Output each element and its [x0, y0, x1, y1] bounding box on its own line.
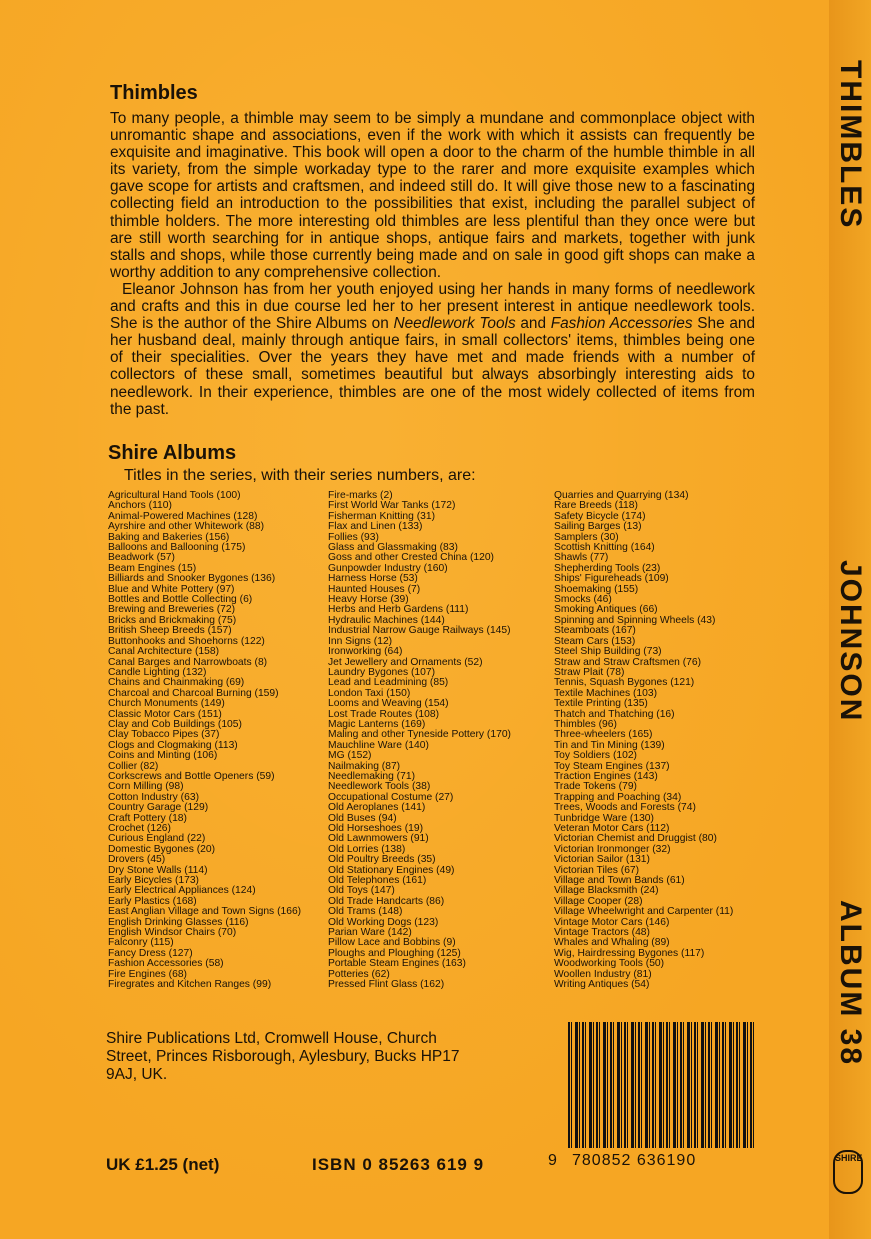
series-title-item: Corn Milling (98): [108, 781, 184, 793]
series-title-item: Quarries and Quarrying (134): [554, 490, 689, 501]
series-title-item: Ironworking (64): [328, 646, 403, 658]
publisher-line-2: Street, Princes Risborough, Aylesbury, Bucks HP17: [106, 1048, 460, 1065]
series-title-item: Safety Bicycle (174): [554, 510, 646, 522]
price: UK £1.25 (net): [106, 1155, 220, 1174]
series-title-item: Balloons and Ballooning (175): [108, 542, 246, 554]
series-title-item: Lead and Leadmining (85): [328, 677, 449, 689]
series-title-item: Follies (93): [328, 531, 379, 543]
series-title-item: Chains and Chainmaking (69): [108, 677, 245, 689]
series-title-item: Blue and White Pottery (97): [108, 583, 235, 595]
series-title-item: Billiards and Snooker Bygones (136): [108, 573, 276, 585]
series-title-item: Crochet (126): [108, 823, 171, 834]
series-title-item: Craft Pottery (18): [108, 812, 187, 824]
series-title-item: Laundry Bygones (107): [328, 666, 436, 678]
series-title-item: Magic Lanterns (169): [328, 718, 426, 730]
series-title-item: Shawls (77): [554, 552, 609, 564]
series-subheading: Titles in the series, with their series numbers, are:: [124, 467, 476, 484]
book-description: [110, 110, 755, 418]
barcode-digits: 780852 636190: [572, 1152, 697, 1169]
series-title-item: Old Poultry Breeds (35): [328, 854, 436, 866]
series-title-item: Old Working Dogs (123): [328, 916, 439, 928]
series-title-item: Church Monuments (149): [108, 698, 225, 710]
series-title-item: Lost Trade Routes (108): [328, 708, 440, 720]
series-title-item: Dry Stone Walls (114): [108, 864, 208, 876]
series-title-item: Mauchline Ware (140): [328, 739, 429, 751]
series-title-item: Textile Machines (103): [554, 687, 658, 699]
series-title-item: Steamboats (167): [554, 625, 636, 637]
series-title-item: Early Electrical Appliances (124): [108, 885, 256, 897]
series-title-item: Herbs and Herb Gardens (111): [328, 604, 469, 616]
series-title-item: Vintage Tractors (48): [554, 927, 650, 939]
series-title-item: Animal-Powered Machines (128): [108, 510, 258, 522]
series-title-item: Veteran Motor Cars (112): [554, 823, 670, 834]
series-title-item: Falconry (115): [108, 937, 174, 949]
series-title-item: Anchors (110): [108, 500, 172, 512]
series-title-item: Old Trade Handcarts (86): [328, 895, 445, 907]
series-title-item: Canal Barges and Narrowboats (8): [108, 656, 268, 668]
book-spine: [829, 0, 871, 1239]
series-title-item: Toy Soldiers (102): [554, 750, 637, 762]
series-title-item: Ploughs and Ploughing (125): [328, 947, 461, 959]
series-title-item: Old Trams (148): [328, 906, 403, 918]
series-title-item: Buttonhooks and Shoehorns (122): [108, 635, 265, 647]
series-title-item: Nailmaking (87): [328, 760, 401, 772]
series-title-item: Fashion Accessories (58): [108, 958, 224, 970]
series-title-item: Smocks (46): [554, 594, 612, 606]
series-title-item: Pressed Flint Glass (162): [328, 979, 445, 991]
fashion-accessories-title: Fashion Accessories: [550, 315, 693, 333]
series-title-item: English Drinking Glasses (116): [108, 916, 249, 928]
series-title-item: Traction Engines (143): [554, 770, 658, 782]
series-title-item: Harness Horse (53): [328, 573, 418, 585]
series-title-item: Victorian Ironmonger (32): [554, 843, 671, 855]
series-title-item: Pillow Lace and Bobbins (9): [328, 937, 456, 949]
series-title-item: Woollen Industry (81): [554, 968, 652, 980]
series-title-item: British Sheep Breeds (157): [108, 625, 232, 637]
series-title-item: Flax and Linen (133): [328, 521, 423, 533]
series-title-item: Coins and Minting (106): [108, 750, 218, 762]
series-title-item: Bricks and Brickmaking (75): [108, 614, 237, 626]
series-heading: Shire Albums: [108, 442, 237, 464]
series-title-item: Collier (82): [108, 760, 159, 772]
series-title-item: Woodworking Tools (50): [554, 958, 665, 970]
series-title-item: Heavy Horse (39): [328, 594, 409, 606]
series-title-item: Occupational Costume (27): [328, 791, 454, 803]
series-title-item: Trade Tokens (79): [554, 781, 637, 793]
series-title-item: Portable Steam Engines (163): [328, 958, 466, 970]
series-title-item: Brewing and Breweries (72): [108, 604, 236, 616]
series-title-item: Beam Engines (15): [108, 562, 197, 574]
series-title-item: Needlemaking (71): [328, 770, 415, 782]
series-title-item: East Anglian Village and Town Signs (166): [108, 906, 302, 918]
series-title-item: Curious England (22): [108, 833, 206, 845]
series-title-item: Three-wheelers (165): [554, 729, 653, 741]
series-title-item: Classic Motor Cars (151): [108, 708, 222, 720]
series-title-item: Ayrshire and other Whitework (88): [108, 521, 265, 533]
series-title-item: Trapping and Poaching (34): [554, 791, 682, 803]
series-title-item: Victorian Chemist and Druggist (80): [554, 833, 717, 845]
series-title-item: Jet Jewellery and Ornaments (52): [328, 656, 483, 668]
series-title-item: London Taxi (150): [328, 687, 411, 699]
series-title-item: Industrial Narrow Gauge Railways (145): [328, 625, 511, 637]
series-title-item: Bottles and Bottle Collecting (6): [108, 594, 253, 606]
series-title-item: Haunted Houses (7): [328, 583, 421, 595]
series-title-item: Drovers (45): [108, 854, 166, 866]
series-title-item: Domestic Bygones (20): [108, 843, 216, 855]
spine-album: ALBUM 38: [834, 900, 867, 1067]
series-title-item: Trees, Woods and Forests (74): [554, 802, 696, 814]
series-title-item: Shepherding Tools (23): [554, 562, 661, 574]
series-title-item: Clogs and Clogmaking (113): [108, 739, 238, 751]
description-paragraph-2: [110, 281, 755, 418]
series-title-item: Victorian Sailor (131): [554, 854, 650, 866]
paragraph-2-part-a: Eleanor Johnson has from her youth enjoyed using her hands in many forms of needlework and crafts and this in due course led her to her present interest in antique needlework tools. She is the author of the Shire Albums on: [110, 280, 755, 333]
barcode-icon: [568, 1022, 756, 1148]
series-title-item: Old Telephones (161): [328, 875, 427, 887]
series-title-item: Thatch and Thatching (16): [554, 708, 675, 720]
isbn: ISBN 0 85263 619 9: [312, 1155, 485, 1174]
book-title: Thimbles: [110, 82, 198, 104]
series-title-item: Gunpowder Industry (160): [328, 562, 448, 574]
series-title-item: Scottish Knitting (164): [554, 542, 655, 554]
series-title-item: Fancy Dress (127): [108, 947, 193, 959]
series-title-item: First World War Tanks (172): [328, 500, 456, 512]
series-title-item: Corkscrews and Bottle Openers (59): [108, 770, 275, 782]
series-title-item: Charcoal and Charcoal Burning (159): [108, 687, 279, 699]
series-title-item: Victorian Tiles (67): [554, 864, 640, 876]
series-title-item: Tennis, Squash Bygones (121): [554, 677, 695, 689]
series-title-item: Hydraulic Machines (144): [328, 614, 445, 626]
series-title-item: Old Toys (147): [328, 885, 395, 897]
series-title-item: English Windsor Chairs (70): [108, 927, 237, 939]
series-title-item: Goss and other Crested China (120): [328, 552, 494, 564]
series-title-item: Firegrates and Kitchen Ranges (99): [108, 979, 272, 991]
series-title-item: Tin and Tin Mining (139): [554, 739, 665, 751]
series-title-item: Canal Architecture (158): [108, 646, 220, 658]
series-title-item: Steel Ship Building (73): [554, 646, 662, 658]
series-title-item: Samplers (30): [554, 531, 619, 543]
barcode-lead-digit: 9: [548, 1152, 557, 1169]
series-title-item: Cotton Industry (63): [108, 791, 199, 803]
series-title-item: Early Plastics (168): [108, 895, 197, 907]
series-title-item: Old Buses (94): [328, 812, 397, 824]
series-list-column-1: [108, 491, 323, 991]
series-title-item: Ships' Figureheads (109): [554, 573, 669, 585]
series-title-item: Needlework Tools (38): [328, 781, 431, 793]
spine-author: JOHNSON: [834, 560, 867, 723]
series-title-item: Fisherman Knitting (31): [328, 510, 436, 522]
paragraph-2-part-c: She and her husband deal, mainly through antique fairs, in small collectors' items, thimbles being one of their specialities. Over the years they have met and made friends with a number of collectors of these small, sometimes beautiful but always absorbingly interesting aids to needlework. In their experience, thimbles are one of the most widely collected of items from the past.: [110, 315, 755, 418]
series-title-item: Toy Steam Engines (137): [554, 760, 670, 772]
series-title-item: Village Wheelwright and Carpenter (11): [554, 906, 734, 918]
spine-title: THIMBLES: [834, 60, 867, 230]
series-title-item: Thimbles (96): [554, 718, 617, 730]
series-title-item: Clay and Cob Buildings (105): [108, 718, 242, 730]
series-title-item: Wig, Hairdressing Bygones (117): [554, 947, 705, 959]
series-title-item: Smoking Antiques (66): [554, 604, 658, 616]
series-title-item: Old Lorries (138): [328, 843, 406, 855]
series-title-item: Baking and Bakeries (156): [108, 531, 230, 543]
series-title-item: Spinning and Spinning Wheels (43): [554, 614, 716, 626]
series-list-column-2: [328, 491, 553, 991]
series-title-item: Textile Printing (135): [554, 698, 648, 710]
series-title-item: Agricultural Hand Tools (100): [108, 490, 241, 501]
series-title-item: Village Cooper (28): [554, 895, 643, 907]
series-title-item: Fire-marks (2): [328, 490, 393, 501]
series-title-item: Old Horseshoes (19): [328, 823, 423, 834]
shire-logo-icon: [833, 1150, 863, 1194]
series-title-item: Glass and Glassmaking (83): [328, 542, 458, 554]
series-title-item: Village and Town Bands (61): [554, 875, 685, 887]
spine-logo-text: SHIRE: [835, 1153, 863, 1163]
series-title-item: Sailing Barges (13): [554, 521, 642, 533]
needlework-tools-title: Needlework Tools: [393, 315, 516, 333]
series-title-item: Country Garage (129): [108, 802, 209, 814]
series-title-item: Straw and Straw Craftsmen (76): [554, 656, 702, 668]
series-title-item: Parian Ware (142): [328, 927, 412, 939]
series-title-item: Fire Engines (68): [108, 968, 187, 980]
series-title-item: MG (152): [328, 750, 372, 762]
paragraph-2-part-b: and: [515, 315, 551, 333]
series-title-item: Writing Antiques (54): [554, 979, 650, 991]
series-title-item: Rare Breeds (118): [554, 500, 638, 512]
series-title-item: Village Blacksmith (24): [554, 885, 659, 897]
series-title-item: Inn Signs (12): [328, 635, 393, 647]
series-list-column-3: [554, 491, 784, 991]
series-title-item: Vintage Motor Cars (146): [554, 916, 670, 928]
publisher-address: [106, 1030, 526, 1084]
publisher-line-3: 9AJ, UK.: [106, 1066, 168, 1083]
series-title-item: Straw Plait (78): [554, 666, 625, 678]
series-title-item: Potteries (62): [328, 968, 390, 980]
series-title-item: Whales and Whaling (89): [554, 937, 670, 949]
description-paragraph-1: To many people, a thimble may seem to be simply a mundane and commonplace object with unromantic shape and associations, even if the work with which it assists can frequently be exquisite and imaginative. This book will open a door to the charm of the humble thimble in all its variety, from the simple workaday type to the rarer and more exquisite examples which gave scope for artists and craftsmen, and indeed still do. It will give those new to a fascinating collecting field an introduction to the possibilities that exist, including the parallel subject of thimble holders. The more interesting old thimbles are less plentiful than they once were but are still worth searching for in antique shops, antique fairs and markets, together with junk stalls and shops, while those currently being made and on sale in good gift shops can make a worthy addition to any comprehensive collection.: [110, 110, 755, 281]
series-title-item: Old Aeroplanes (141): [328, 802, 426, 814]
series-title-item: Shoemaking (155): [554, 583, 639, 595]
series-title-item: Steam Cars (153): [554, 635, 636, 647]
series-title-item: Tunbridge Ware (130): [554, 812, 654, 824]
publisher-line-1: Shire Publications Ltd, Cromwell House, Church: [106, 1030, 437, 1047]
series-title-item: Clay Tobacco Pipes (37): [108, 729, 220, 741]
series-title-item: Looms and Weaving (154): [328, 698, 449, 710]
series-title-item: Old Lawnmowers (91): [328, 833, 429, 845]
series-title-item: Old Stationary Engines (49): [328, 864, 455, 876]
series-title-item: Candle Lighting (132): [108, 666, 207, 678]
series-title-item: Early Bicycles (173): [108, 875, 199, 887]
series-title-item: Maling and other Tyneside Pottery (170): [328, 729, 511, 741]
series-title-item: Beadwork (57): [108, 552, 175, 564]
